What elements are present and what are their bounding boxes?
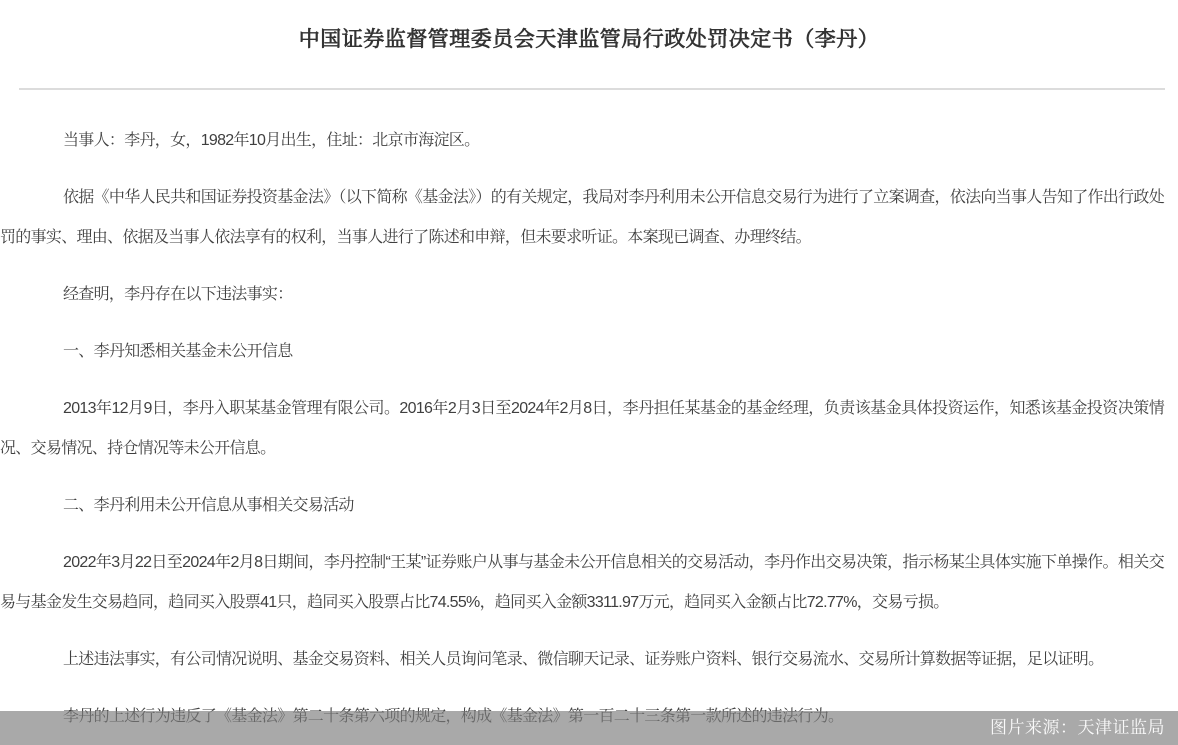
- paragraph-investigation-basis: 依据《中华人民共和国证券投资基金法》（以下简称《基金法》）的有关规定，我局对李丹利用未公开信息交易行为进行了立案调查，依法向当事人告知了作出行政处罚的事实、理由、依据及当事人依法享有的权利，当事人进行了陈述和申辩，但未要求听证。本案现已调查、办理终结。: [0, 189, 1164, 246]
- paragraph-findings-intro: 经查明，李丹存在以下违法事实：: [63, 286, 293, 303]
- document-title: [0, 0, 1178, 53]
- heading-fact-one: 一、李丹知悉相关基金未公开信息: [63, 343, 293, 360]
- heading-fact-two: 二、李丹利用未公开信息从事相关交易活动: [63, 497, 354, 514]
- image-source-band: [0, 711, 1178, 745]
- document-body: [0, 121, 1178, 737]
- title-divider: [19, 88, 1165, 90]
- paragraph-evidence: 上述违法事实，有公司情况说明、基金交易资料、相关人员询问笔录、微信聊天记录、证券账户资料、银行交易流水、交易所计算数据等证据，足以证明。: [63, 651, 1104, 668]
- paragraph-fact-two-detail: 2022年3月22日至2024年2月8日期间，李丹控制“王某”证券账户从事与基金未公开信息相关的交易活动，李丹作出交易决策，指示杨某尘具体实施下单操作。相关交易与基金发生交易趋同，趋同买入股票41只，趋同买入股票占比74.55%，趋同买入金额3311.97万元，趋同买入金额占比72.77%，交易亏损。: [0, 554, 1164, 611]
- paragraph-fact-one-detail: 2013年12月9日，李丹入职某基金管理有限公司。2016年2月3日至2024年2月8日，李丹担任某基金的基金经理，负责该基金具体投资运作，知悉该基金投资决策情况、交易情况、持仓情况等未公开信息。: [0, 400, 1164, 457]
- image-source-label: 图片来源：天津证监局: [990, 718, 1165, 737]
- document-title-text: 中国证券监督管理委员会天津监管局行政处罚决定书（李丹）: [298, 28, 880, 51]
- paragraph-party-info: 当事人：李丹，女，1982年10月出生，住址：北京市海淀区。: [63, 132, 480, 149]
